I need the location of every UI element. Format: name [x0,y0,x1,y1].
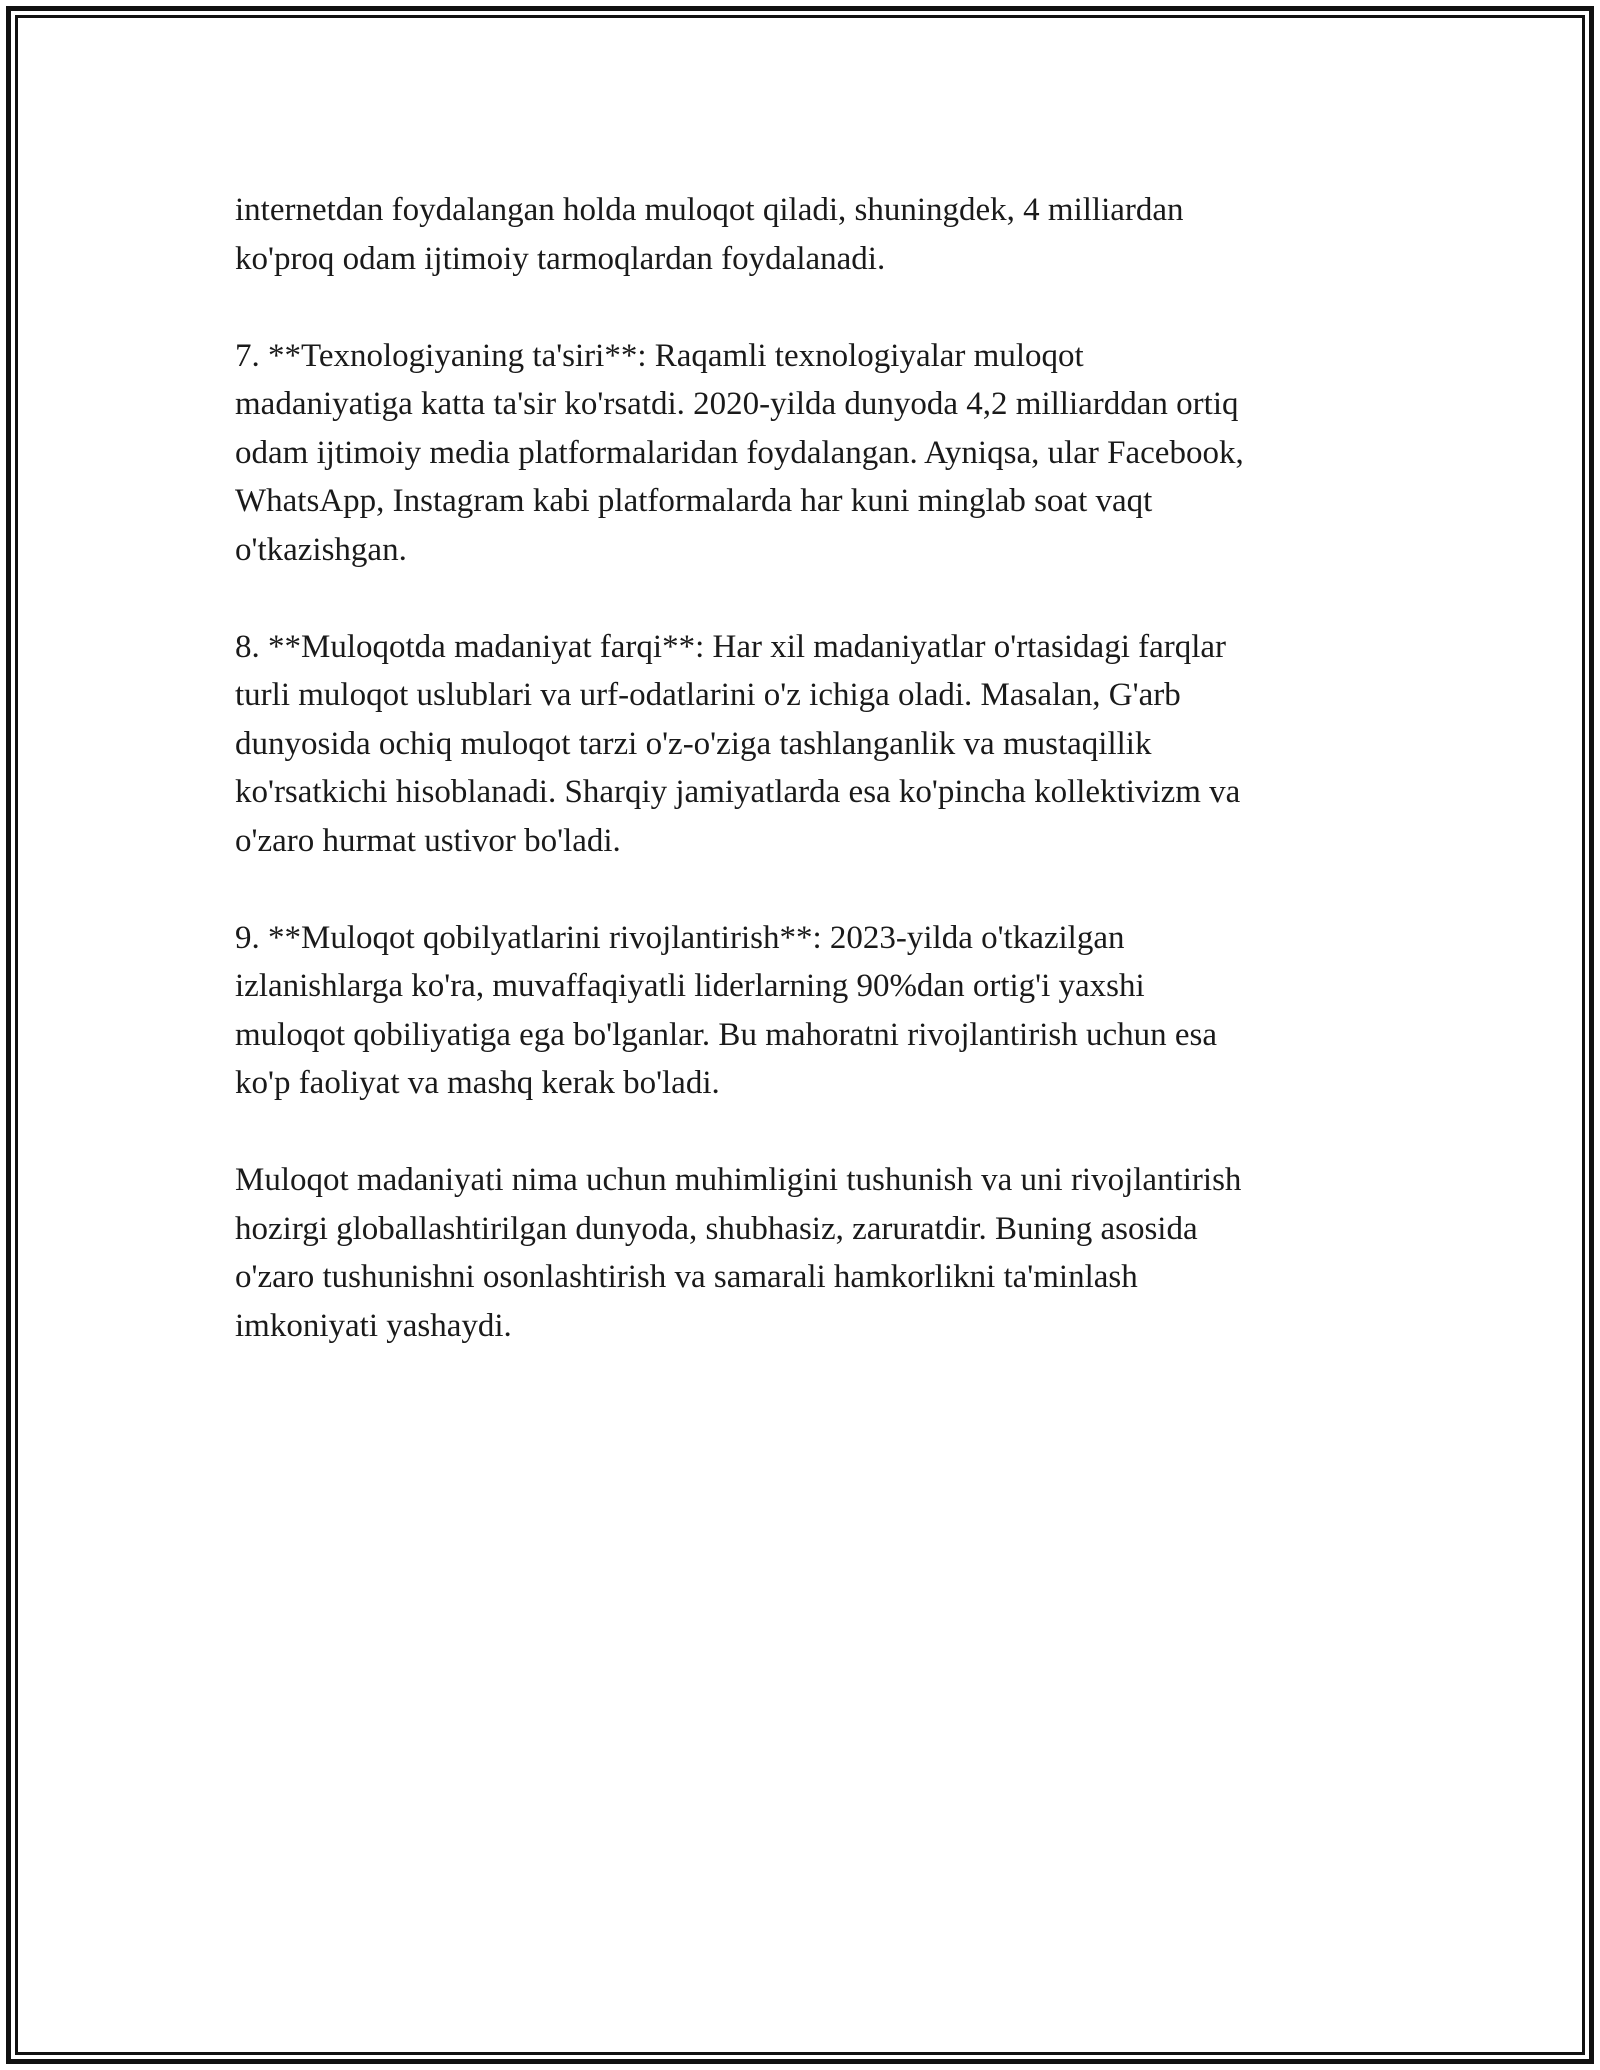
document-body [235,186,1375,1399]
paragraph-item-9: 9. **Muloqot qobilyatlarini rivojlantirish**: 2023-yilda o'tkazilgan izlanishlarga ko'ra, muvaffaqiyatli liderlarning 90%dan ortig'i yaxshi muloqot qobiliyatiga ega bo'lganlar. Bu mahoratni rivojlantirish uchun esa ko'p faoliyat va mashq kerak bo'ladi. [235,919,1217,1101]
paragraph-conclusion: Muloqot madaniyati nima uchun muhimligini tushunish va uni rivojlantirish hozirgi globallashtirilgan dunyoda, shubhasiz, zaruratdir. Buning asosida o'zaro tushunishni osonlashtirish va samarali hamkorlikni ta'minlash imkoniyati yashaydi. [235,1162,1242,1344]
paragraph-continuation: internetdan foydalangan holda muloqot qiladi, shuningdek, 4 milliardan ko'proq odam ijtimoiy tarmoqlardan foydalanadi. [235,192,1184,277]
paragraph-item-8: 8. **Muloqotda madaniyat farqi**: Har xil madaniyatlar o'rtasidagi farqlar turli muloqot uslublari va urf-odatlarini o'z ichiga oladi. Masalan, G'arb dunyosida ochiq muloqot tarzi o'z-o'ziga tashlanganlik va mustaqillik ko'rsatkichi hisoblanadi. Sharqiy jamiyatlarda esa ko'pincha kollektivizm va o'zaro hurmat ustivor bo'ladi. [235,628,1241,859]
paragraph-item-7: 7. **Texnologiyaning ta'siri**: Raqamli texnologiyalar muloqot madaniyatiga katta ta'sir ko'rsatdi. 2020-yilda dunyoda 4,2 milliarddan ortiq odam ijtimoiy media platformalaridan foydalangan. Ayniqsa, ular Facebook, WhatsApp, Instagram kabi platformalarda har kuni minglab soat vaqt o'tkazishgan. [235,337,1244,568]
